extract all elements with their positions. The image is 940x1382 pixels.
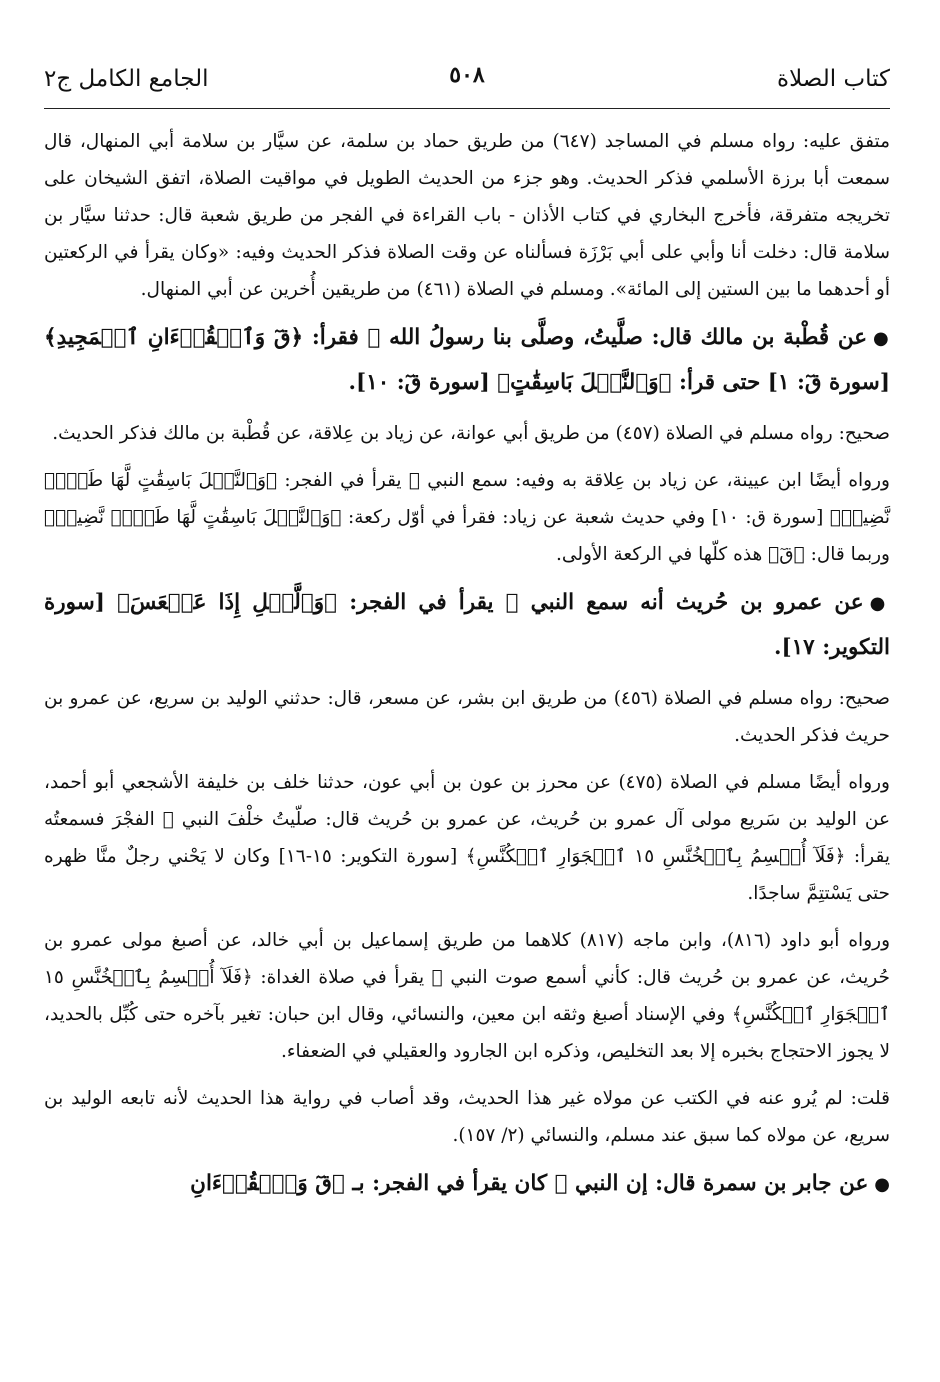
takhrij-note: ورواه أيضًا مسلم في الصلاة (٤٧٥) عن محرز بن عون بن أبي عون، حدثنا خلف بن خليفة الأشجعي أبو أحمد، عن الوليد بن سَريع مولى آل عمرو بن حُريث، عن عمرو بن حُريث قال: صلّيتُ خلْفَ النبي ﷺ الفجْرَ فسمعتُه يقرأ: ﴿فَلَآ أُقۡسِمُ بِٱلۡخُنَّسِ ١٥ ٱلۡجَوَارِ ٱلۡكُنَّسِ﴾ [سورة التكوير: ١٥-١٦] وكان لا يَحْني رجلٌ منَّا ظهره حتى يَسْتتِمَّ ساجدًا.: [44, 772, 890, 904]
hadith-text: [44, 581, 890, 670]
book-title: الجامع الكامل ج٢: [44, 66, 209, 92]
hadith-text: [44, 1162, 890, 1207]
page: [44, 58, 890, 1207]
takhrij-note: قلت: لم يُرو عنه في الكتب عن مولاه غير هذا الحديث، وقد أصاب في رواية هذا الحديث لأنه تابعه الوليد بن سريع، عن مولاه كما سبق عند مسلم، والنسائي (٢/ ١٥٧).: [44, 1088, 890, 1146]
takhrij-note: ورواه أيضًا ابن عيينة، عن زياد بن عِلاقة به وفيه: سمع النبي ﷺ يقرأ في الفجر: ﴿وَٱلنَّخۡلَ بَاسِقَٰتٍ لَّهَا طَلۡعٞ نَّضِيدٞ﴾ [سورة ق: ١٠] وفي حديث شعبة عن زياد: فقرأ في أوّل ركعة: ﴿وَٱلنَّخۡلَ بَاسِقَٰتٍ لَّهَا طَلۡعٞ نَّضِيدٞ﴾ وربما قال: ﴿قٓ﴾ هذه كلّها في الركعة الأولى.: [44, 470, 890, 565]
page-number: ٥٠٨: [449, 62, 485, 88]
takhrij-note: صحيح: رواه مسلم في الصلاة (٤٥٧) من طريق أبي عوانة، عن زياد بن عِلاقة، عن قُطْبة بن مالك فذكر الحديث.: [52, 423, 890, 444]
bullet-icon: ●: [874, 1174, 890, 1195]
takhrij-note: متفق عليه: رواه مسلم في المساجد (٦٤٧) من طريق حماد بن سلمة، عن سيَّار بن سلامة أبي المنهال، قال سمعت أبا برزة الأسلمي فذكر الحديث. وهو جزء من الحديث الطويل في مواقيت الصلاة، اتفق الشيخان على تخريجه متفرقة، فأخرج البخاري في كتاب الأذان - باب القراءة في الفجر من طريق شعبة قال: حدثنا سيَّار بن سلامة قال: دخلت أنا وأبي على أبي بَرْزَة فسألناه عن وقت الصلاة فذكر الحديث وفيه: «وكان يقرأ في الركعتين أو أحدهما ما بين الستين إلى المائة». ومسلم في الصلاة (٤٦١) من طريقين أُخرين عن أبي المنهال.: [44, 131, 890, 300]
bullet-icon: ●: [869, 593, 890, 614]
page-header: [44, 58, 890, 109]
takhrij-note: ورواه أبو داود (٨١٦)، وابن ماجه (٨١٧) كلاهما من طريق إسماعيل بن أبي خالد، عن أصبغ مولى عمرو بن حُريث، عن عمرو بن حُريث قال: كأني أسمع صوت النبي ﷺ يقرأ في صلاة الغداة: ﴿فَلَآ أُقۡسِمُ بِٱلۡخُنَّسِ ١٥ ٱلۡجَوَارِ ٱلۡكُنَّسِ﴾ وفي الإسناد أصبغ وثقه ابن معين، والنسائي، وقال ابن حبان: تغير بآخره حتى كُبِّل بالحديد، لا يجوز الاحتجاج بخبره إلا بعد التخليص، وذكره ابن الجارود والعقيلي في الضعفاء.: [44, 930, 890, 1062]
hadith-body: عن جابر بن سمرة قال: إن النبي ﷺ كان يقرأ في الفجر: بـ ﴿قٓ وَٱلۡقُرۡءَانِ: [190, 1171, 869, 1196]
chapter-title: كتاب الصلاة: [777, 66, 890, 92]
takhrij-note: صحيح: رواه مسلم في الصلاة (٤٥٦) من طريق ابن بشر، عن مسعر، قال: حدثني الوليد بن سريع، عن عمرو بن حريث فذكر الحديث.: [44, 688, 890, 746]
hadith-text: [44, 316, 890, 405]
hadith-body: عن عمرو بن حُريث أنه سمع النبي ﷺ يقرأ في الفجر: ﴿وَٱلَّيۡلِ إِذَا عَسۡعَسَ﴾ [سورة التكوير: ١٧].: [44, 590, 890, 660]
hadith-body: عن قُطْبة بن مالك قال: صلَّيتُ، وصلَّى بنا رسولُ الله ﷺ فقرأ: ﴿قٓ وَٱلۡقُرۡءَانِ ٱلۡمَجِيدِ﴾ [سورة قٓ: ١] حتى قرأ: ﴿وَٱلنَّخۡلَ بَاسِقَٰتٍ﴾ [سورة قٓ: ١٠].: [44, 325, 890, 395]
bullet-icon: ●: [873, 328, 890, 349]
page-body: [44, 109, 890, 1207]
